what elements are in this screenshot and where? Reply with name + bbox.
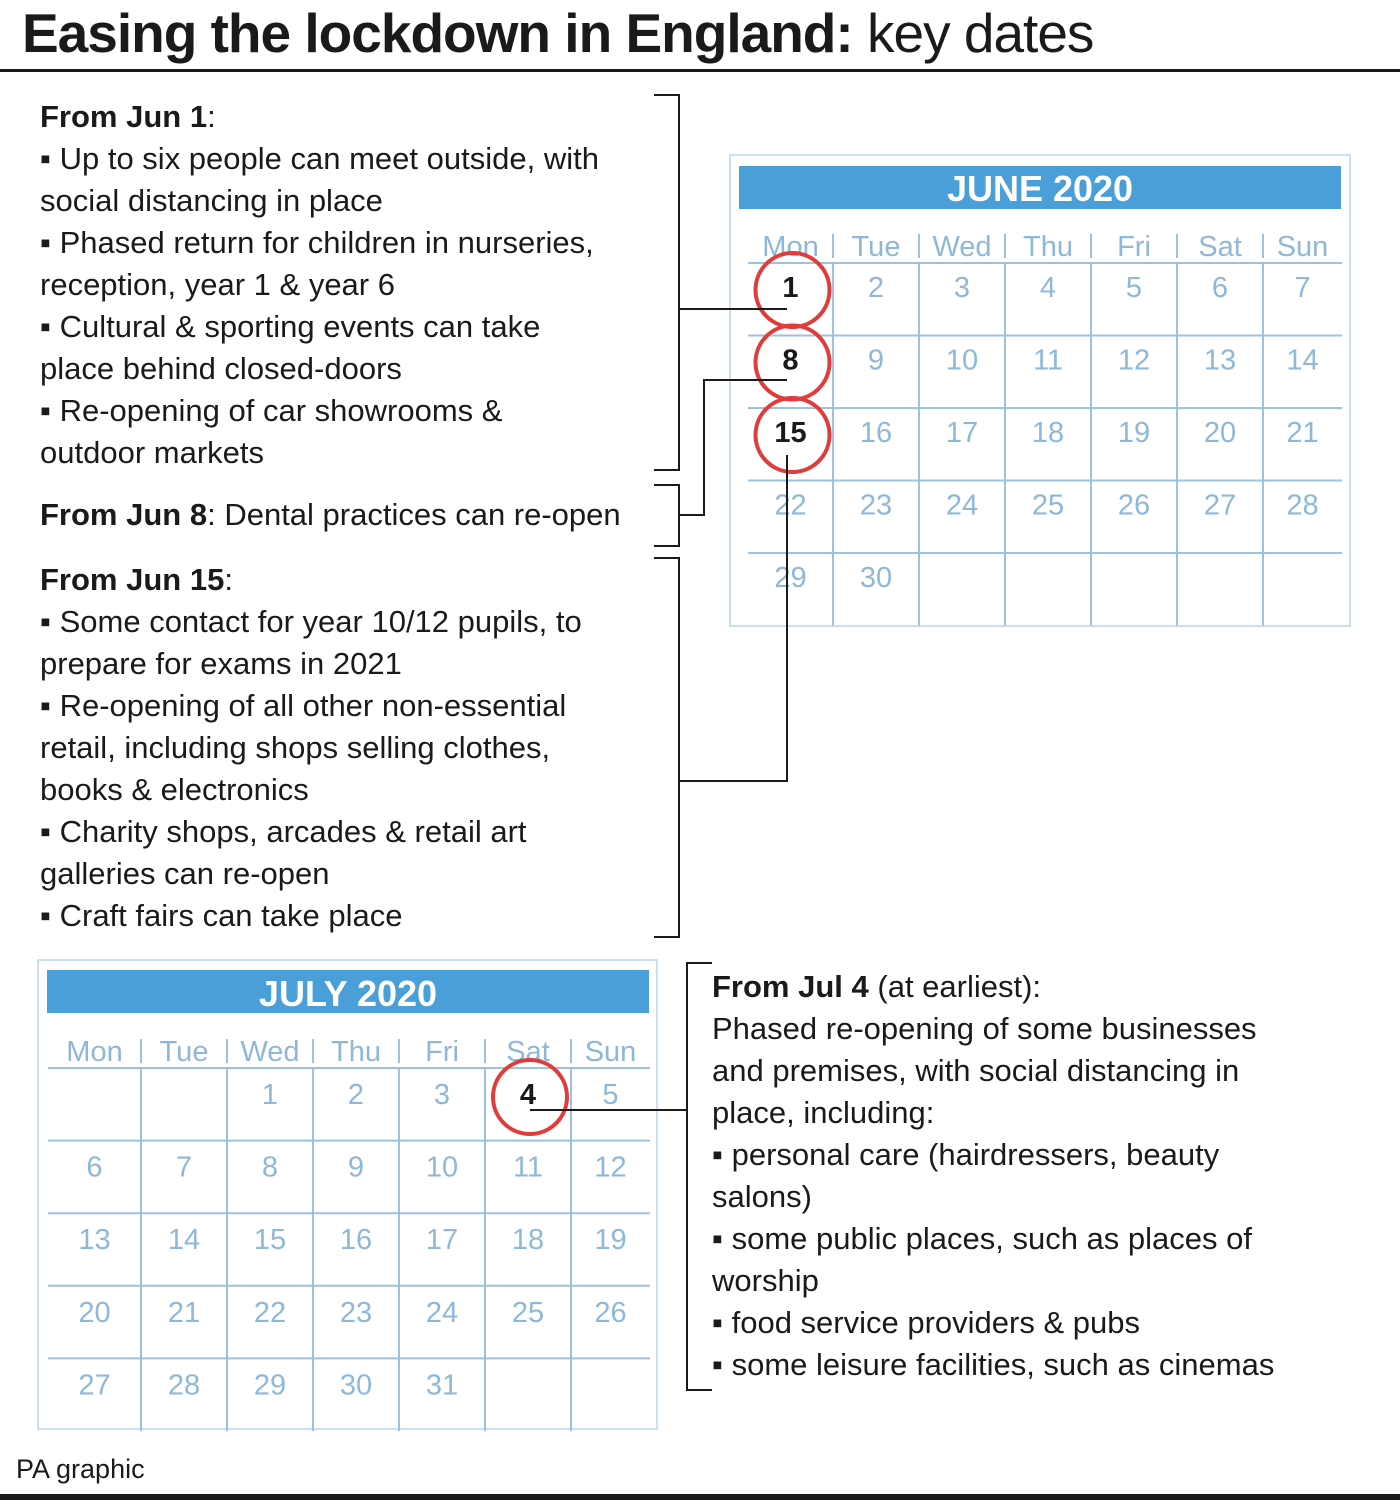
- connector-jun8: [679, 380, 787, 515]
- day-number: 5: [602, 1079, 619, 1111]
- day-number: 17: [945, 417, 979, 449]
- title-sub: key dates: [852, 2, 1094, 64]
- weekday-label: Thu: [331, 1036, 381, 1068]
- weekday-label: Sat: [506, 1036, 550, 1068]
- day-number: 28: [167, 1369, 201, 1402]
- day-number: 29: [774, 562, 807, 594]
- day-number: 11: [1032, 344, 1064, 377]
- block-line: place behind closed-doors: [40, 351, 402, 386]
- weekday-label: Wed: [240, 1036, 300, 1068]
- block-line: ▪ Craft fairs can take place: [40, 898, 403, 933]
- block-heading: From Jun 8: [40, 497, 208, 532]
- block-line: prepare for exams in 2021: [40, 646, 402, 681]
- weekday-label: Sat: [1198, 231, 1242, 263]
- day-number: 25: [1031, 489, 1065, 522]
- block-line: books & electronics: [40, 772, 309, 807]
- day-number: 24: [945, 489, 979, 522]
- day-number-highlighted: 1: [782, 272, 799, 304]
- day-number: 2: [867, 272, 885, 304]
- block-line: ▪ Cultural & sporting events can take: [40, 309, 541, 344]
- day-number: 7: [175, 1151, 193, 1184]
- day-number: 19: [594, 1224, 627, 1257]
- day-number: 16: [339, 1224, 373, 1257]
- weekday-label: Wed: [932, 231, 992, 263]
- day-number: 2: [347, 1079, 365, 1111]
- bottom-rule: [0, 1494, 1400, 1500]
- day-number: 31: [425, 1369, 459, 1402]
- day-number: 3: [953, 272, 971, 304]
- day-number-highlighted: 15: [774, 417, 807, 449]
- day-number: 23: [339, 1296, 373, 1329]
- day-number: 22: [253, 1296, 287, 1329]
- bracket-jun1: [654, 95, 679, 470]
- day-number: 12: [1117, 344, 1151, 377]
- day-number: 25: [511, 1296, 545, 1329]
- block-heading-suffix: :: [207, 99, 216, 134]
- block-line: Phased re-opening of some businesses: [712, 1011, 1257, 1046]
- block-heading: From Jun 15: [40, 562, 225, 597]
- calendar-june: [730, 155, 1350, 626]
- block-line: place, including:: [712, 1095, 935, 1130]
- weekday-label: Sun: [1276, 231, 1329, 263]
- block-heading-suffix: (at earliest):: [868, 969, 1042, 1004]
- block-line: galleries can re-open: [40, 856, 330, 891]
- day-number: 6: [1211, 272, 1229, 304]
- bracket-jun15: [654, 558, 679, 937]
- weekday-label: Fri: [1117, 231, 1151, 263]
- day-number: 13: [78, 1224, 111, 1257]
- day-number: 18: [511, 1224, 545, 1257]
- bracket-jun8: [654, 485, 679, 546]
- calendar-title: JULY 2020: [258, 973, 438, 1014]
- day-number: 11: [512, 1151, 544, 1184]
- block-line: ▪ Up to six people can meet outside, with: [40, 141, 599, 176]
- day-number: 1: [261, 1079, 279, 1111]
- day-number: 6: [86, 1151, 103, 1184]
- day-number: 3: [433, 1079, 451, 1111]
- block-line: ▪ Phased return for children in nurseries,: [40, 225, 594, 260]
- weekday-label: Thu: [1023, 231, 1073, 263]
- calendar-title: JUNE 2020: [946, 168, 1134, 209]
- day-number: 4: [1039, 272, 1057, 304]
- block-line: social distancing in place: [40, 183, 383, 218]
- weekday-label: Tue: [851, 231, 901, 263]
- day-number: 16: [859, 417, 893, 449]
- block-heading: From Jun 1: [40, 99, 208, 134]
- day-number: 7: [1294, 272, 1311, 304]
- day-number: 23: [859, 489, 893, 522]
- day-number: 9: [867, 344, 885, 377]
- block-line: ▪ Re-opening of car showrooms &: [40, 393, 503, 428]
- weekday-label: Sun: [584, 1036, 637, 1068]
- day-number: 30: [859, 562, 893, 594]
- title-main: Easing the lockdown in England:: [22, 2, 853, 64]
- day-number: 24: [425, 1296, 459, 1329]
- day-number: 14: [1286, 344, 1319, 377]
- day-number: 21: [167, 1296, 201, 1329]
- block-line: outdoor markets: [40, 435, 264, 470]
- day-number: 22: [774, 489, 807, 522]
- day-number: 29: [253, 1369, 287, 1402]
- day-number: 26: [1117, 489, 1151, 522]
- block-heading-suffix: :: [224, 562, 233, 597]
- connectors: [530, 95, 787, 1390]
- day-number: 17: [425, 1224, 459, 1257]
- block-line: retail, including shops selling clothes,: [40, 730, 551, 765]
- day-number: 10: [945, 344, 979, 377]
- bracket-jul4: [687, 963, 712, 1390]
- day-number: 30: [339, 1369, 373, 1402]
- block-line: ▪ Charity shops, arcades & retail art: [40, 814, 527, 849]
- day-number: 26: [594, 1296, 627, 1329]
- connector-jun15: [679, 455, 787, 781]
- day-number: 9: [347, 1151, 365, 1184]
- block-heading: From Jul 4: [712, 969, 869, 1004]
- block-line: ▪ some leisure facilities, such as cinemas: [712, 1347, 1275, 1382]
- day-number: 13: [1203, 344, 1237, 377]
- calendar-july: [38, 960, 657, 1431]
- block-line: ▪ Re-opening of all other non-essential: [40, 688, 567, 723]
- block-heading-suffix: : Dental practices can re-open: [207, 497, 621, 532]
- block-line: worship: [712, 1263, 819, 1298]
- weekday-label: Tue: [159, 1036, 209, 1068]
- block-line: reception, year 1 & year 6: [40, 267, 395, 302]
- day-number: 19: [1117, 417, 1151, 449]
- day-number: 27: [1203, 489, 1237, 522]
- block-line: ▪ personal care (hairdressers, beauty: [712, 1137, 1220, 1172]
- day-number: 8: [261, 1151, 279, 1184]
- day-number: 10: [425, 1151, 459, 1184]
- weekday-label: Mon: [66, 1036, 123, 1068]
- block-line: and premises, with social distancing in: [712, 1053, 1240, 1088]
- weekday-label: Mon: [762, 231, 819, 263]
- day-number: 20: [1203, 417, 1237, 449]
- day-number: 15: [253, 1224, 287, 1257]
- weekday-label: Fri: [425, 1036, 459, 1068]
- day-number-highlighted: 4: [519, 1079, 537, 1111]
- day-number: 18: [1031, 417, 1065, 449]
- day-number: 14: [167, 1224, 201, 1257]
- day-number: 28: [1286, 489, 1319, 522]
- day-number: 12: [594, 1151, 627, 1184]
- day-number: 20: [78, 1296, 111, 1329]
- block-line: salons): [712, 1179, 812, 1214]
- block-line: ▪ Some contact for year 10/12 pupils, to: [40, 604, 582, 639]
- block-line: ▪ food service providers & pubs: [712, 1305, 1140, 1340]
- day-number: 21: [1286, 417, 1319, 449]
- day-number-highlighted: 8: [782, 344, 799, 377]
- day-number: 5: [1125, 272, 1143, 304]
- block-line: ▪ some public places, such as places of: [712, 1221, 1252, 1256]
- footer-credit: PA graphic: [16, 1454, 145, 1484]
- calendar-frame: [730, 155, 1350, 626]
- day-number: 27: [78, 1369, 111, 1402]
